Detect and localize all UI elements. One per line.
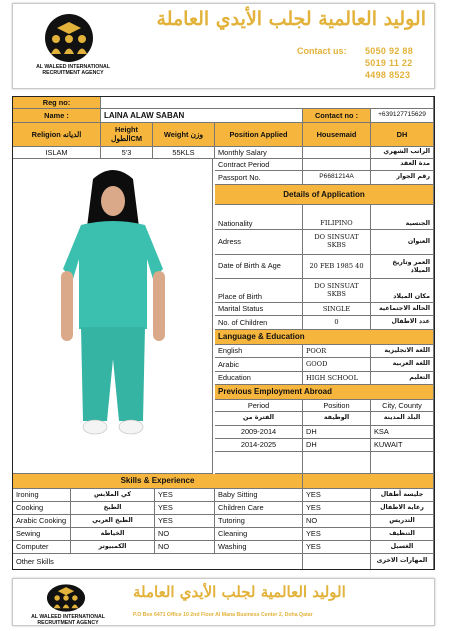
contact-no-label: Contact no : [303,109,371,123]
skill-ar-sewing: الخياطة [71,528,155,541]
skill-ar-washing: الغسيل [371,541,434,554]
skill-value-cleaning: YES [303,528,371,541]
emp-row-3-country [371,452,434,474]
emp-row-3-position [303,452,371,474]
detail-value-nationality: FILIPINO [303,205,371,230]
emp-col-period-ar: الفترة من [215,412,303,426]
skill-ar-ironing: كي الملابس [71,489,155,502]
detail-value-address: DO SINSUAT SKBS [303,230,371,255]
height-header-en: Height [115,124,138,134]
emp-row-1-position: DH [303,426,371,439]
name-label: Name : [13,109,101,123]
skills-title-spacer [303,474,434,489]
detail-ar-nationality: الجنسية [371,205,434,230]
height-header [101,123,153,147]
employment-title: Previous Employment Abroad [215,385,434,400]
skill-label-sewing: Sewing [13,528,71,541]
skill-ar-childcare: رعاية الاطفال [371,502,434,515]
detail-label-nationality: Nationality [215,205,303,230]
position-value: Housemaid [303,123,371,147]
detail-value-marital: SINGLE [303,303,371,316]
emp-row-1-period: 2009-2014 [215,426,303,439]
skill-value-tutoring: NO [303,515,371,528]
skill-ar-other: المهارات الاخرى [371,554,434,569]
application-form [12,96,435,570]
skill-ar-arabic-cooking: الطبخ العربي [71,515,155,528]
skill-ar-cooking: الطبخ [71,502,155,515]
phone-1[interactable]: 5050 92 88 [365,46,414,56]
emp-col-position: Position [303,400,371,412]
emp-row-2-period: 2014-2025 [215,439,303,452]
footer-brand-arabic: الوليد العالمية لجلب الأيدي العاملة [133,583,346,601]
detail-label-address: Adress [215,230,303,255]
agency-logo-icon [39,12,99,64]
skill-value-computer: NO [155,541,215,554]
emp-col-period: Period [215,400,303,412]
info-label-contract: Contract Period [215,159,303,171]
emp-col-position-ar: الوظيفة [303,412,371,426]
detail-label-marital: Marital Status [215,303,303,316]
skill-label-ironing: Ironing [13,489,71,502]
emp-row-1-country: KSA [371,426,434,439]
phone-2[interactable]: 5019 11 22 [365,58,413,68]
skill-value-arabic-cooking: YES [155,515,215,528]
detail-label-dob: Date of Birth & Age [215,255,303,279]
logo-subtitle: RECRUITMENT AGENCY [42,70,104,76]
skill-ar-tutoring: التدريس [371,515,434,528]
skill-value-other[interactable] [303,554,371,569]
footer-logo-name: AL WALEED INTERNATIONAL [31,614,105,620]
lang-label-english: English [215,345,303,358]
skill-label-tutoring: Tutoring [215,515,303,528]
emp-row-2-country: KUWAIT [371,439,434,452]
detail-label-pob: Place of Birth [215,279,303,303]
skill-value-washing: YES [303,541,371,554]
emp-col-country: City, County [371,400,434,412]
logo-name: AL WALEED INTERNATIONAL [36,64,110,70]
skill-label-cooking: Cooking [13,502,71,515]
info-label-salary: Monthly Salary [215,147,303,159]
detail-ar-children: عدد الاطفال [371,316,434,330]
brand-arabic-title: الوليد العالمية لجلب الأيدي العاملة [156,8,426,30]
detail-value-dob: 20 FEB 1985 40 [303,255,371,279]
reg-no-value[interactable] [101,97,434,109]
skill-value-sewing: NO [155,528,215,541]
info-value-passport: P6681214A [303,171,371,185]
skill-ar-computer: الكمبيوتر [71,541,155,554]
religion-value: ISLAM [13,147,101,159]
position-code: DH [371,123,434,147]
emp-col-country-ar: البلد المدينة [371,412,434,426]
lang-label-education: Education [215,372,303,385]
lang-value-english: POOR [303,345,371,358]
weight-header: Weight وزن [153,123,215,147]
contact-us-label: Contact us: [297,46,347,56]
skill-value-babysitting: YES [303,489,371,502]
emp-row-3-period [215,452,303,474]
skill-label-other: Other Skills [13,554,303,569]
reg-no-label: Reg no: [13,97,101,109]
phone-3[interactable]: 4498 8523 [365,70,411,80]
detail-label-children: No. of Children [215,316,303,330]
info-value-contract[interactable] [303,159,371,171]
detail-ar-marital: الحالة الاجتماعية [371,303,434,316]
lang-value-arabic: GOOD [303,358,371,372]
skill-value-cooking: YES [155,502,215,515]
lang-ar-english: اللغة الانجليزية [371,345,434,358]
weight-value: 55KLS [153,147,215,159]
name-value: LAINA ALAW SABAN [101,109,303,123]
skill-ar-cleaning: التنظيف [371,528,434,541]
lang-label-arabic: Arabic [215,358,303,372]
letterhead-footer [12,578,435,626]
detail-ar-pob: مكان الميلاد [371,279,434,303]
info-ar-salary: الراتب الشهري [371,147,434,159]
contact-no-value[interactable]: +639127715629 [371,109,434,123]
skill-value-ironing: YES [155,489,215,502]
lang-ar-arabic: اللغة العربية [371,358,434,372]
skills-title: Skills & Experience [13,474,303,489]
detail-ar-address: العنوان [371,230,434,255]
info-value-salary[interactable] [303,147,371,159]
letterhead-header [12,3,435,89]
info-ar-passport: رقم الجواز [371,171,434,185]
agency-logo-icon [45,583,87,613]
skill-label-cleaning: Cleaning [215,528,303,541]
detail-value-pob: DO SINSUAT SKBS [303,279,371,303]
skill-label-babysitting: Baby Sitting [215,489,303,502]
language-title: Language & Education [215,330,434,345]
skill-label-childcare: Children Care [215,502,303,515]
skill-value-childcare: YES [303,502,371,515]
skill-label-arabic-cooking: Arabic Cooking [13,515,71,528]
height-header-ar: الطولCM [110,133,143,143]
skill-label-washing: Washing [215,541,303,554]
candidate-photo [13,159,213,474]
position-header: Position Applied [215,123,303,147]
info-ar-contract: مدة العقد [371,159,434,171]
religion-header: Religion الديانه [13,123,101,147]
skill-label-computer: Computer [13,541,71,554]
emp-row-2-position: DH [303,439,371,452]
skill-ar-babysitting: جليسة أطفال [371,489,434,502]
footer-logo-subtitle: RECRUITMENT AGENCY [37,620,99,626]
detail-ar-dob: العمر وتاريخ الميلاد [371,255,434,279]
info-label-passport: Passport No. [215,171,303,185]
footer-address: P.O Box 6471 Office 10 2nd Floor Al Mana Business Center 2, Doha Qatar [133,612,313,618]
details-title: Details of Application [215,185,434,205]
lang-ar-education: التعليم [371,372,434,385]
height-value: 5'3 [101,147,153,159]
detail-value-children: 0 [303,316,371,330]
lang-value-education: HIGH SCHOOL [303,372,371,385]
